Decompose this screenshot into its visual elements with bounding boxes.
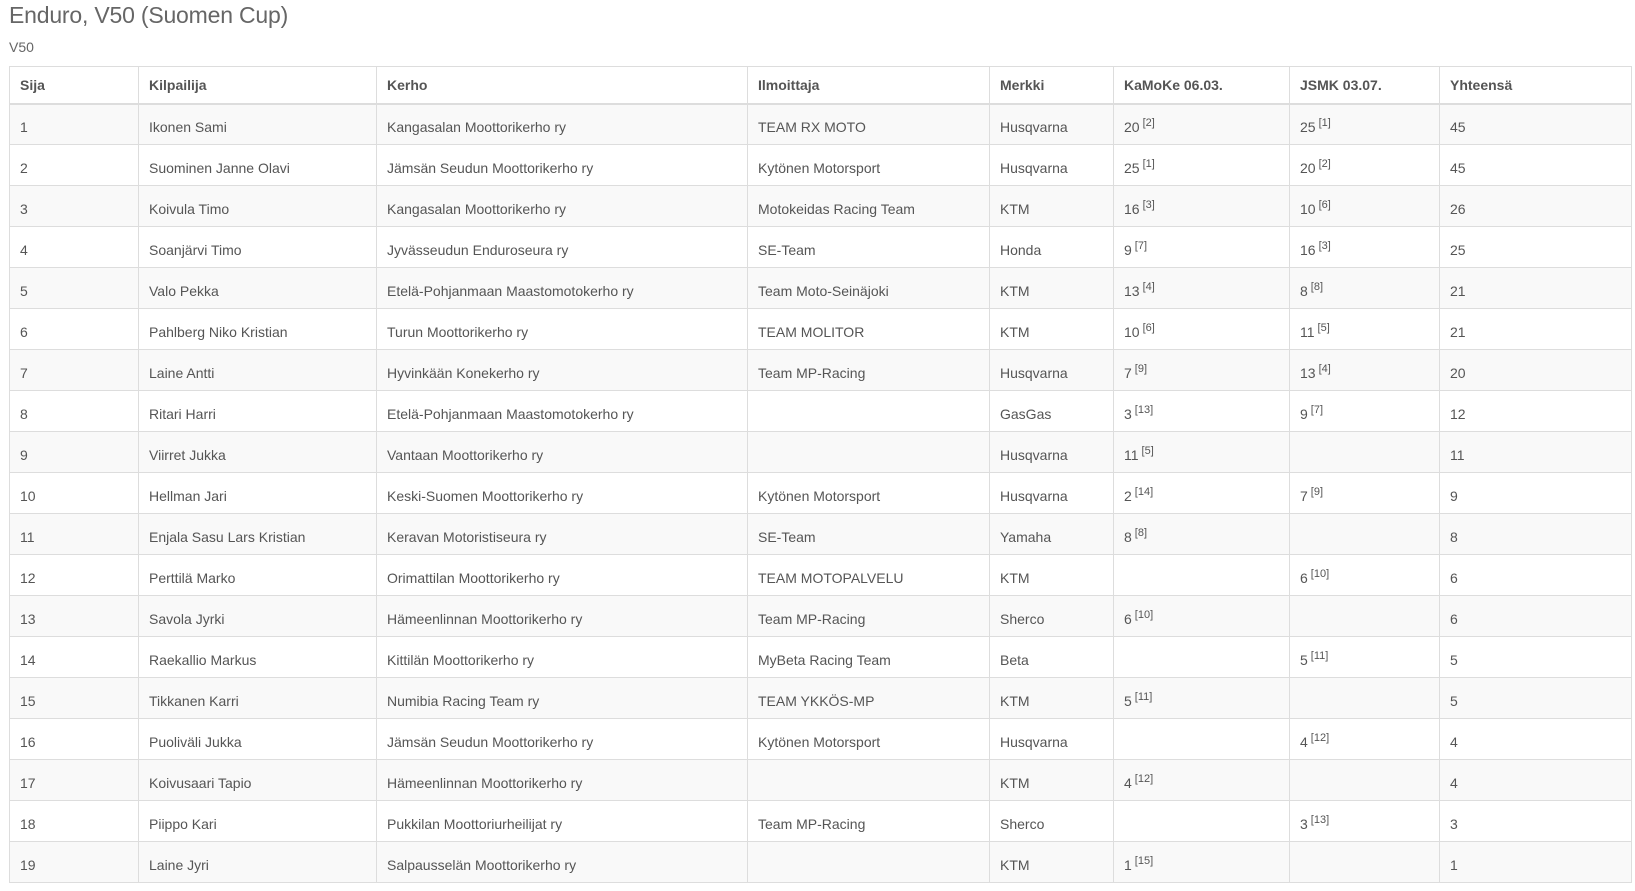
jsmk-position: [8] [1310,280,1324,293]
cell-sija: 9 [10,432,139,473]
cell-kilpailija: Laine Antti [139,350,377,391]
jsmk-points: 25 [1300,118,1316,135]
kamoke-points: 10 [1124,323,1140,340]
cell-kamoke [1114,596,1290,637]
header-merkki[interactable]: Merkki [990,67,1114,104]
kamoke-points: 4 [1124,774,1132,791]
cell-sija: 15 [10,678,139,719]
cell-ilmoittaja: MyBeta Racing Team [748,637,990,678]
cell-sija: 10 [10,473,139,514]
cell-merkki: GasGas [990,391,1114,432]
jsmk-position: [10] [1310,567,1330,580]
cell-ilmoittaja: Team MP-Racing [748,350,990,391]
cell-yhteensa: 12 [1440,391,1632,432]
cell-yhteensa: 21 [1440,268,1632,309]
cell-yhteensa: 11 [1440,432,1632,473]
table-row [10,801,1632,842]
results-body [10,104,1632,883]
cell-kerho: Keravan Motoristiseura ry [377,514,748,555]
cell-kilpailija: Puoliväli Jukka [139,719,377,760]
cell-yhteensa: 8 [1440,514,1632,555]
cell-kilpailija: Raekallio Markus [139,637,377,678]
cell-jsmk [1290,514,1440,555]
cell-ilmoittaja: Motokeidas Racing Team [748,186,990,227]
kamoke-points: 25 [1124,159,1140,176]
kamoke-points: 5 [1124,692,1132,709]
cell-yhteensa: 9 [1440,473,1632,514]
cell-jsmk [1290,145,1440,186]
jsmk-points: 11 [1300,323,1315,340]
cell-kerho: Kangasalan Moottorikerho ry [377,104,748,145]
cell-kamoke [1114,104,1290,145]
cell-sija: 1 [10,104,139,145]
table-row [10,186,1632,227]
jsmk-position: [6] [1318,198,1331,211]
jsmk-points: 10 [1300,200,1316,217]
cell-sija: 18 [10,801,139,842]
jsmk-position: [2] [1318,157,1331,170]
kamoke-position: [3] [1142,198,1155,211]
cell-kamoke [1114,186,1290,227]
cell-jsmk [1290,555,1440,596]
cell-kerho: Kittilän Moottorikerho ry [377,637,748,678]
cell-merkki: KTM [990,842,1114,883]
cell-kamoke [1114,145,1290,186]
kamoke-points: 2 [1124,487,1132,504]
cell-jsmk [1290,350,1440,391]
cell-ilmoittaja: Kytönen Motorsport [748,719,990,760]
cell-ilmoittaja: Kytönen Motorsport [748,473,990,514]
cell-ilmoittaja: TEAM MOLITOR [748,309,990,350]
cell-jsmk [1290,678,1440,719]
cell-kerho: Kangasalan Moottorikerho ry [377,186,748,227]
cell-kilpailija: Hellman Jari [139,473,377,514]
cell-ilmoittaja: TEAM YKKÖS-MP [748,678,990,719]
cell-merkki: Husqvarna [990,473,1114,514]
kamoke-position: [2] [1142,116,1155,129]
cell-kamoke [1114,432,1290,473]
cell-jsmk [1290,309,1440,350]
cell-yhteensa: 45 [1440,104,1632,145]
cell-jsmk [1290,186,1440,227]
cell-merkki: KTM [990,186,1114,227]
cell-merkki: KTM [990,309,1114,350]
cell-kilpailija: Pahlberg Niko Kristian [139,309,377,350]
jsmk-points: 20 [1300,159,1316,176]
cell-sija: 4 [10,227,139,268]
kamoke-position: [7] [1134,239,1148,252]
cell-yhteensa: 26 [1440,186,1632,227]
cell-sija: 7 [10,350,139,391]
cell-kilpailija: Ikonen Sami [139,104,377,145]
kamoke-position: [6] [1142,321,1155,334]
cell-yhteensa: 6 [1440,596,1632,637]
cell-merkki: Beta [990,637,1114,678]
kamoke-position: [13] [1134,403,1154,416]
jsmk-points: 5 [1300,651,1308,668]
cell-yhteensa: 6 [1440,555,1632,596]
table-row [10,514,1632,555]
cell-sija: 3 [10,186,139,227]
jsmk-points: 4 [1300,733,1308,750]
kamoke-position: [11] [1134,690,1153,703]
cell-merkki: Husqvarna [990,350,1114,391]
cell-kilpailija: Valo Pekka [139,268,377,309]
table-row [10,350,1632,391]
cell-yhteensa: 3 [1440,801,1632,842]
cell-sija: 8 [10,391,139,432]
header-kilpailija[interactable]: Kilpailija [139,67,377,104]
table-header-row [10,67,1632,104]
cell-yhteensa: 1 [1440,842,1632,883]
cell-ilmoittaja: TEAM RX MOTO [748,104,990,145]
table-row [10,842,1632,883]
jsmk-points: 16 [1300,241,1316,258]
jsmk-position: [13] [1310,813,1330,826]
kamoke-points: 8 [1124,528,1132,545]
cell-sija: 6 [10,309,139,350]
cell-kamoke [1114,350,1290,391]
cell-ilmoittaja [748,760,990,801]
cell-kilpailija: Ritari Harri [139,391,377,432]
jsmk-position: [1] [1318,116,1331,129]
kamoke-points: 16 [1124,200,1140,217]
cell-kerho: Salpausselän Moottorikerho ry [377,842,748,883]
cell-kilpailija: Tikkanen Karri [139,678,377,719]
results-table [9,66,1632,883]
cell-kerho: Hyvinkään Konekerho ry [377,350,748,391]
table-row [10,596,1632,637]
cell-ilmoittaja [748,432,990,473]
jsmk-position: [7] [1310,403,1324,416]
page-title: Enduro, V50 (Suomen Cup) [9,2,289,28]
cell-jsmk [1290,268,1440,309]
cell-jsmk [1290,637,1440,678]
jsmk-position: [3] [1318,239,1331,252]
cell-sija: 11 [10,514,139,555]
cell-kerho: Hämeenlinnan Moottorikerho ry [377,596,748,637]
cell-sija: 16 [10,719,139,760]
cell-kerho: Pukkilan Moottoriurheilijat ry [377,801,748,842]
table-row [10,760,1632,801]
cell-kamoke [1114,309,1290,350]
cell-ilmoittaja: SE-Team [748,227,990,268]
cell-kilpailija: Savola Jyrki [139,596,377,637]
kamoke-position: [10] [1134,608,1154,621]
cell-merkki: KTM [990,760,1114,801]
cell-jsmk [1290,596,1440,637]
cell-kerho: Jämsän Seudun Moottorikerho ry [377,145,748,186]
jsmk-position: [9] [1310,485,1324,498]
cell-kerho: Orimattilan Moottorikerho ry [377,555,748,596]
cell-ilmoittaja: Team MP-Racing [748,801,990,842]
header-yhteensa[interactable]: Yhteensä [1440,67,1632,104]
cell-merkki: Sherco [990,596,1114,637]
table-row [10,268,1632,309]
table-row [10,145,1632,186]
jsmk-points: 9 [1300,405,1308,422]
cell-jsmk [1290,842,1440,883]
kamoke-position: [14] [1134,485,1154,498]
cell-kamoke [1114,473,1290,514]
cell-merkki: KTM [990,555,1114,596]
header-jsmk[interactable]: JSMK 03.07. [1290,67,1440,104]
cell-yhteensa: 4 [1440,760,1632,801]
cell-jsmk [1290,801,1440,842]
jsmk-points: 7 [1300,487,1308,504]
header-ilmoittaja[interactable]: Ilmoittaja [748,67,990,104]
jsmk-points: 6 [1300,569,1308,586]
cell-kamoke [1114,801,1290,842]
cell-kerho: Vantaan Moottorikerho ry [377,432,748,473]
cell-kerho: Numibia Racing Team ry [377,678,748,719]
kamoke-points: 3 [1124,405,1132,422]
cell-sija: 13 [10,596,139,637]
cell-kerho: Etelä-Pohjanmaan Maastomotokerho ry [377,268,748,309]
cell-ilmoittaja [748,842,990,883]
table-row [10,473,1632,514]
table-row [10,678,1632,719]
header-kamoke[interactable]: KaMoKe 06.03. [1114,67,1290,104]
header-sija[interactable]: Sija [10,67,139,104]
table-row [10,432,1632,473]
jsmk-points: 13 [1300,364,1316,381]
cell-kilpailija: Viirret Jukka [139,432,377,473]
jsmk-position: [5] [1317,321,1330,334]
cell-kilpailija: Perttilä Marko [139,555,377,596]
table-row [10,555,1632,596]
cell-jsmk [1290,473,1440,514]
cell-kilpailija: Koivula Timo [139,186,377,227]
kamoke-points: 11 [1124,446,1139,463]
cell-jsmk [1290,391,1440,432]
cell-kamoke [1114,514,1290,555]
table-row [10,227,1632,268]
table-row [10,309,1632,350]
kamoke-position: [4] [1142,280,1155,293]
cell-kilpailija: Piippo Kari [139,801,377,842]
cell-kerho: Jyvässeudun Enduroseura ry [377,227,748,268]
cell-kerho: Etelä-Pohjanmaan Maastomotokerho ry [377,391,748,432]
cell-yhteensa: 25 [1440,227,1632,268]
cell-kamoke [1114,268,1290,309]
cell-kerho: Jämsän Seudun Moottorikerho ry [377,719,748,760]
cell-merkki: Husqvarna [990,145,1114,186]
cell-kilpailija: Enjala Sasu Lars Kristian [139,514,377,555]
cell-merkki: Yamaha [990,514,1114,555]
cell-yhteensa: 21 [1440,309,1632,350]
cell-sija: 19 [10,842,139,883]
jsmk-position: [12] [1310,731,1330,744]
cell-ilmoittaja: Team MP-Racing [748,596,990,637]
cell-sija: 17 [10,760,139,801]
cell-yhteensa: 5 [1440,637,1632,678]
cell-kerho: Hämeenlinnan Moottorikerho ry [377,760,748,801]
table-row [10,637,1632,678]
cell-jsmk [1290,104,1440,145]
kamoke-points: 6 [1124,610,1132,627]
cell-jsmk [1290,227,1440,268]
cell-sija: 12 [10,555,139,596]
cell-kamoke [1114,760,1290,801]
cell-merkki: KTM [990,678,1114,719]
cell-merkki: Sherco [990,801,1114,842]
class-subtitle: V50 [9,39,34,55]
cell-kilpailija: Koivusaari Tapio [139,760,377,801]
cell-ilmoittaja: TEAM MOTOPALVELU [748,555,990,596]
cell-jsmk [1290,719,1440,760]
jsmk-position: [4] [1318,362,1331,375]
cell-merkki: Husqvarna [990,719,1114,760]
cell-yhteensa: 5 [1440,678,1632,719]
cell-yhteensa: 20 [1440,350,1632,391]
cell-sija: 14 [10,637,139,678]
cell-kerho: Turun Moottorikerho ry [377,309,748,350]
cell-kamoke [1114,637,1290,678]
cell-sija: 2 [10,145,139,186]
cell-sija: 5 [10,268,139,309]
kamoke-points: 1 [1124,856,1132,873]
cell-merkki: Honda [990,227,1114,268]
table-row [10,104,1632,145]
cell-kilpailija: Suominen Janne Olavi [139,145,377,186]
kamoke-position: [8] [1134,526,1148,539]
kamoke-position: [9] [1134,362,1148,375]
cell-kamoke [1114,227,1290,268]
cell-kamoke [1114,842,1290,883]
table-row [10,391,1632,432]
kamoke-position: [12] [1134,772,1154,785]
cell-jsmk [1290,760,1440,801]
cell-yhteensa: 4 [1440,719,1632,760]
cell-jsmk [1290,432,1440,473]
kamoke-points: 7 [1124,364,1132,381]
jsmk-points: 3 [1300,815,1308,832]
cell-ilmoittaja [748,391,990,432]
header-kerho[interactable]: Kerho [377,67,748,104]
kamoke-position: [1] [1142,157,1155,170]
cell-merkki: KTM [990,268,1114,309]
cell-kamoke [1114,555,1290,596]
kamoke-points: 13 [1124,282,1140,299]
jsmk-points: 8 [1300,282,1308,299]
kamoke-points: 20 [1124,118,1140,135]
cell-ilmoittaja: Kytönen Motorsport [748,145,990,186]
table-row [10,719,1632,760]
kamoke-position: [5] [1141,444,1154,457]
kamoke-points: 9 [1124,241,1132,258]
cell-yhteensa: 45 [1440,145,1632,186]
cell-kamoke [1114,391,1290,432]
cell-kilpailija: Laine Jyri [139,842,377,883]
cell-kamoke [1114,719,1290,760]
cell-ilmoittaja: SE-Team [748,514,990,555]
cell-merkki: Husqvarna [990,432,1114,473]
cell-ilmoittaja: Team Moto-Seinäjoki [748,268,990,309]
cell-kilpailija: Soanjärvi Timo [139,227,377,268]
cell-kamoke [1114,678,1290,719]
kamoke-position: [15] [1134,854,1154,867]
cell-kerho: Keski-Suomen Moottorikerho ry [377,473,748,514]
jsmk-position: [11] [1310,649,1329,662]
cell-merkki: Husqvarna [990,104,1114,145]
